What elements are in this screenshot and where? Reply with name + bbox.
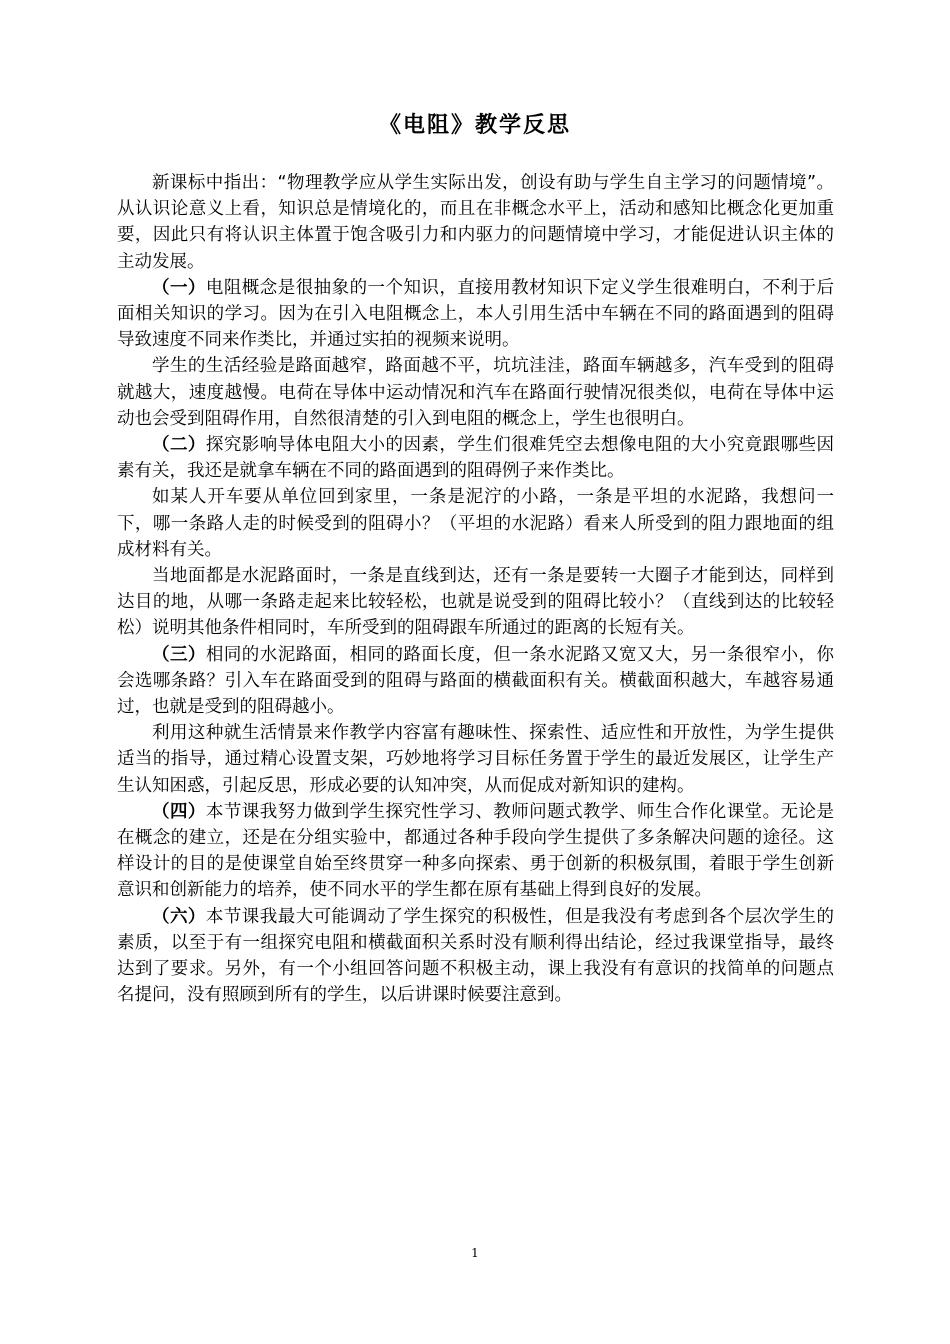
paragraph-material-example <box>117 484 834 563</box>
section-marker: （一） <box>152 277 206 298</box>
paragraph-scaffolding <box>117 720 834 799</box>
paragraph-text: 学生的生活经验是路面越窄，路面越不平，坑坑洼洼，路面车辆越多，汽车受到的阻碍就越大，速度越慢。电荷在导体中运动情况和汽车在路面行驶情况很类似，电荷在导体中运动也会受到阻碍作用，自然很清楚的引入到电阻的概念上，学生也很明白。 <box>117 356 834 429</box>
paragraph-text: 新课标中指出：“物理教学应从学生实际出发，创设有助与学生自主学习的问题情境”。从认识论意义上看，知识总是情境化的，而且在非概念水平上，活动和感知比概念化更加重要，因此只有将认识主体置于饱含吸引力和内驱力的问题情境中学习，才能促进认识主体的主动发展。 <box>117 173 834 272</box>
paragraph-intro <box>117 170 834 275</box>
page-number: 1 <box>471 1246 479 1260</box>
paragraph-text: 相同的水泥路面，相同的路面长度，但一条水泥路又宽又大，另一条很窄小，你会选哪条路？引入车在路面受到的阻碍与路面的横截面积有关。横截面积越大，车越容易通过，也就是受到的阻碍越小。 <box>117 644 835 718</box>
paragraph-text: 利用这种就生活情景来作教学内容富有趣味性、探索性、适应性和开放性，为学生提供适当的指导，通过精心设置支架，巧妙地将学习目标任务置于学生的最近发展区，让学生产生认知困惑，引起反思，形成必要的认知冲突，从而促成对新知识的建构。 <box>117 723 834 796</box>
section-marker: （三） <box>152 644 206 665</box>
document-title: 《电阻》教学反思 <box>378 112 571 138</box>
paragraph-text: 本节课我努力做到学生探究性学习、教师问题式教学、师生合作化课堂。无论是在概念的建立，还是在分组实验中，都通过各种手段向学生提供了多条解决问题的途径。这样设计的目的是使课堂自始至终贯穿一种多向探索、勇于创新的积极氛围，着眼于学生创新意识和创新能力的培养，使不同水平的学生都在原有基础上得到良好的发展。 <box>117 801 835 901</box>
paragraph-section-4 <box>117 799 834 904</box>
paragraph-text: 本节课我最大可能调动了学生探究的积极性，但是我没有考虑到各个层次学生的素质，以至于有一组探究电阻和横截面积关系时没有顺利得出结论，经过我课堂指导，最终达到了要求。另外，有一个小组回答问题不积极主动，课上我没有有意识的找简单的问题点名提问，没有照顾到所有的学生，以后讲课时候要注意到。 <box>117 906 835 1006</box>
paragraph-text: 探究影响导体电阻大小的因素，学生们很难凭空去想像电阻的大小究竟跟哪些因素有关，我还是就拿车辆在不同的路面遇到的阻碍例子来作类比。 <box>117 435 835 482</box>
document-body <box>117 170 834 1009</box>
paragraph-section-2 <box>117 432 834 484</box>
paragraph-section-1 <box>117 275 834 354</box>
paragraph-section-6 <box>117 904 834 1009</box>
section-marker: （四） <box>152 801 206 822</box>
paragraph-section-3 <box>117 642 834 721</box>
section-marker: （二） <box>152 435 206 456</box>
section-marker: （六） <box>152 906 206 927</box>
paragraph-length-example <box>117 563 834 642</box>
paragraph-text: 如某人开车要从单位回到家里，一条是泥泞的小路，一条是平坦的水泥路，我想问一下，哪一条路人走的时候受到的阻碍小？（平坦的水泥路）看来人所受到的阻力跟地面的组成材料有关。 <box>117 487 834 560</box>
paragraph-student-experience <box>117 353 834 432</box>
paragraph-text: 电阻概念是很抽象的一个知识，直接用教材知识下定义学生很难明白，不利于后面相关知识的学习。因为在引入电阻概念上，本人引用生活中车辆在不同的路面遇到的阻碍导致速度不同来作类比，并通过实拍的视频来说明。 <box>117 277 835 351</box>
paragraph-text: 当地面都是水泥路面时，一条是直线到达，还有一条是要转一大圈子才能到达，同样到达目的地，从哪一条路走起来比较轻松，也就是说受到的阻碍比较小？（直线到达的比较轻松）说明其他条件相同时，车所受到的阻碍跟车所通过的距离的长短有关。 <box>117 566 834 639</box>
